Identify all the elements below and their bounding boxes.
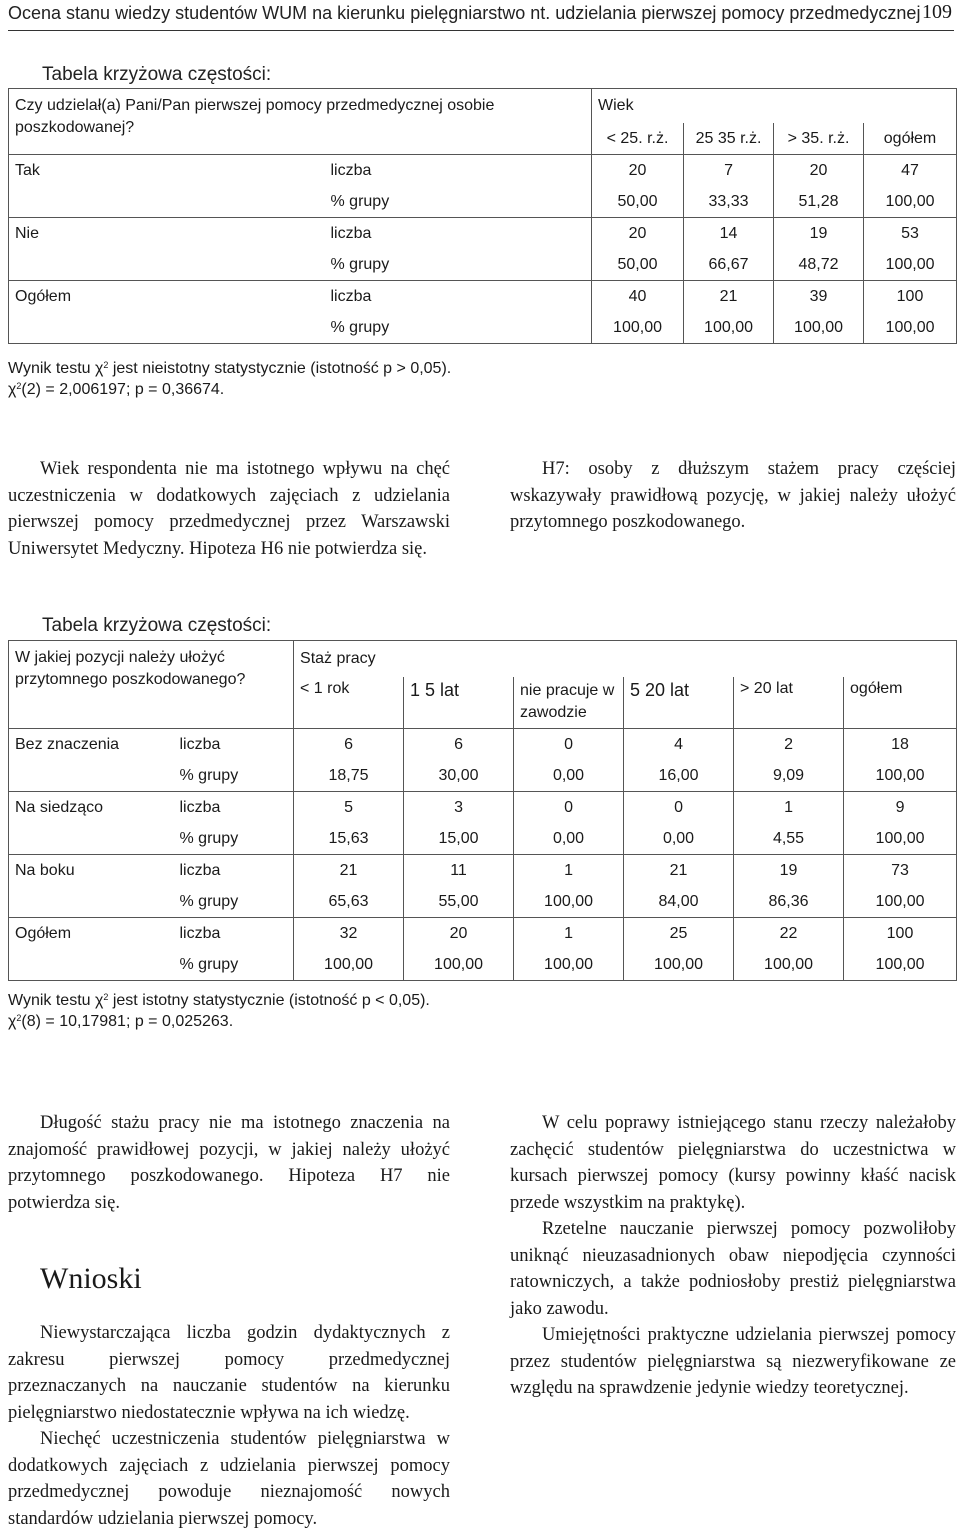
table-cell: 100,00 [514,886,624,918]
table-cell: 39 [774,281,864,313]
table-cell: 18 [844,729,957,761]
table-cell: 86,36 [734,886,844,918]
table-cell: 100,00 [514,949,624,981]
table2-col-header: nie pracuje w zawodzie [514,677,624,729]
conclusions-left-column [8,1320,450,1532]
paragraph-h7-result: Długość stażu pracy nie ma istotnego znaczenia na znajomość prawidłowej pozycji, w jakiej należy ułożyć przytomnego poszkodowanego. Hipoteza H7 nie potwierdza się. [8,1113,450,1213]
table-cell: 100,00 [592,312,684,344]
table-cell: 100,00 [734,949,844,981]
measure-label: liczba [179,861,221,879]
table-cell: 100,00 [624,949,734,981]
measure-label: liczba [330,224,372,242]
table-cell: 100,00 [404,949,514,981]
table-cell: 1 [734,792,844,824]
table-cell: 73 [844,855,957,887]
table-cell: 15,63 [294,823,404,855]
table-cell: 20 [404,918,514,950]
table-cell: 11 [404,855,514,887]
running-header [8,0,954,31]
conclusion-paragraph: Niewystarczająca liczba godzin dydaktycznych z zakresu pierwszej pomocy przedmedycznej przeznaczanych na nauczanie studentów na kierunku pielęgniarstwo niedostatecznie wpływa na ich wiedzę. [8,1323,450,1423]
table2-question: W jakiej pozycji należy ułożyć przytomnego poszkodowanego? [15,649,246,688]
measure-label: % grupy [330,255,390,273]
row-label [9,249,325,281]
table-cell: 21 [624,855,734,887]
table-cell: 100,00 [844,823,957,855]
table-cell: 0 [514,729,624,761]
table-cell: 21 [294,855,404,887]
table-cell: 4,55 [734,823,844,855]
row-label: Nie [9,218,325,250]
row-label: Na siedząco [9,792,174,824]
paragraph-h6-result: Wiek respondenta nie ma istotnego wpływu na chęć uczestniczenia w dodatkowych zajęciach z udzielania pierwszej pomocy przedmedycznej przez Warszawski Uniwersytet Medyczny. Hipoteza H6 nie potwierdza się. [8,459,450,559]
table-cell: 100,00 [844,886,957,918]
table-cell: 100,00 [864,312,957,344]
table-cell: 53 [864,218,957,250]
table-row [9,949,957,981]
table-row [9,855,957,887]
table2-crosstab [8,640,957,981]
page-number: 109 [922,1,952,23]
table-cell: 30,00 [404,760,514,792]
table-cell: 66,67 [684,249,774,281]
table-cell: 100,00 [774,312,864,344]
table1-col-header: 25 35 r.ż. [684,123,774,155]
table-cell: 20 [592,155,684,187]
row-label [9,949,174,981]
conclusions-right-column [510,1110,956,1402]
table1-caption: Tabela krzyżowa częstości: [42,64,272,85]
table-cell: 50,00 [592,186,684,218]
table-cell: 48,72 [774,249,864,281]
measure-label: % grupy [179,955,239,973]
table2-caption: Tabela krzyżowa częstości: [42,615,272,636]
table-cell: 0,00 [514,760,624,792]
measure-label: liczba [179,735,221,753]
table-row [9,760,957,792]
table-cell: 14 [684,218,774,250]
measure-label: liczba [330,287,372,305]
table-cell: 40 [592,281,684,313]
table-cell: 100,00 [294,949,404,981]
conclusion-paragraph: Niechęć uczestniczenia studentów pielęgniarstwa w dodatkowych zajęciach z udzielania pierwszej pomocy przedmedycznej powoduje nieznajomość nowych standardów udzielania pierwszej pomocy. [8,1429,450,1529]
measure-label: % grupy [330,318,390,336]
table-cell: 50,00 [592,249,684,281]
conclusion-paragraph: W celu poprawy istniejącego stanu rzeczy należałoby zachęcić studentów pielęgniarstwa do uczestnictwa w kursach pierwszej pomocy (kursy powinny kłaść nacisk przede wszystkim na praktykę). [510,1113,956,1213]
row-label: Ogółem [9,281,325,313]
row-label: Na boku [9,855,174,887]
row-label [9,312,325,344]
table-cell: 32 [294,918,404,950]
table2-col-header: < 1 rok [294,677,404,729]
table-cell: 100,00 [844,949,957,981]
table-cell: 1 [514,918,624,950]
table-cell: 19 [774,218,864,250]
row-label: Ogółem [9,918,174,950]
table-cell: 20 [592,218,684,250]
table-cell: 18,75 [294,760,404,792]
table-cell: 16,00 [624,760,734,792]
table-cell: 0 [624,792,734,824]
table-cell: 1 [514,855,624,887]
running-title: Ocena stanu wiedzy studentów WUM na kierunku pielęgniarstwo nt. udzielania pierwszej pomocy przedmedycznej [8,3,921,23]
row-label: Bez znaczenia [9,729,174,761]
table1-col-header: ogółem [864,123,957,155]
conclusion-paragraph: Umiejętności praktyczne udzielania pierwszej pomocy przez studentów pielęgniarstwa są niezweryfikowane ze względu na sprawdzenie jedynie wiedzy teoretycznej. [510,1325,956,1398]
table1-group-label: Wiek [598,97,634,114]
table-cell: 100,00 [844,760,957,792]
table-cell: 55,00 [404,886,514,918]
table-cell: 0,00 [514,823,624,855]
table-row [9,918,957,950]
table-cell: 3 [404,792,514,824]
table-cell: 100,00 [864,186,957,218]
table2-col-header: ogółem [844,677,957,729]
table-cell: 100 [844,918,957,950]
table-row [9,155,957,187]
table-cell: 100 [864,281,957,313]
table-cell: 7 [684,155,774,187]
measure-label: liczba [179,798,221,816]
table-cell: 6 [294,729,404,761]
table-row [9,823,957,855]
table-cell: 5 [294,792,404,824]
table-cell: 9 [844,792,957,824]
table-cell: 51,28 [774,186,864,218]
table-row [9,281,957,313]
table-row [9,729,957,761]
measure-label: % grupy [179,892,239,910]
table-cell: 19 [734,855,844,887]
table-cell: 21 [684,281,774,313]
table-cell: 100,00 [864,249,957,281]
table2-group-label: Staż pracy [300,650,376,667]
table-cell: 4 [624,729,734,761]
measure-label: % grupy [179,766,239,784]
table2-test-result: Wynik testu $\chi^2$ jest istotny statystycznie (istotność p < 0,05). $\chi^2(8) = 10,17981$; p = 0,025263. [8,992,430,1030]
table2-col-header: > 20 lat [734,677,844,729]
table1-test-result: Wynik testu $\chi^2$ jest nieistotny statystycznie (istotność p > 0,05). $\chi^2(2) = 2,006197$; p = 0,36674. [8,360,452,398]
table-cell: 100,00 [684,312,774,344]
row-label [9,886,174,918]
table1-question: Czy udzielał(a) Pani/Pan pierwszej pomocy przedmedycznej osobie poszkodowanej? [15,97,495,136]
table-row [9,886,957,918]
table-cell: 84,00 [624,886,734,918]
table-row [9,186,957,218]
measure-label: liczba [330,161,372,179]
paragraph-h7-hypothesis: H7: osoby z dłuższym stażem pracy częściej wskazywały prawidłową pozycję, w jakiej należy ułożyć przytomnego poszkodowanego. [510,459,956,532]
table1-crosstab [8,88,957,344]
table-cell: 33,33 [684,186,774,218]
measure-label: % grupy [330,192,390,210]
table2-col-header: 5 20 lat [624,677,734,729]
table-cell: 15,00 [404,823,514,855]
conclusion-paragraph: Rzetelne nauczanie pierwszej pomocy pozwoliłoby uniknąć nieuzasadnionych obaw niepodjęcia czynności ratowniczych, a także podniosłoby prestiż pielęgniarstwa jako zawodu. [510,1219,956,1319]
table2-col-header: 1 5 lat [404,677,514,729]
table-cell: 2 [734,729,844,761]
table-cell: 65,63 [294,886,404,918]
table-cell: 47 [864,155,957,187]
table-cell: 20 [774,155,864,187]
table-row [9,249,957,281]
row-label [9,823,174,855]
table-cell: 25 [624,918,734,950]
row-label: Tak [9,155,325,187]
table-cell: 22 [734,918,844,950]
table-cell: 0,00 [624,823,734,855]
table-row [9,218,957,250]
table-cell: 9,09 [734,760,844,792]
table-cell: 6 [404,729,514,761]
row-label [9,760,174,792]
table-cell: 0 [514,792,624,824]
table-row [9,792,957,824]
measure-label: liczba [179,924,221,942]
table-row [9,312,957,344]
section-heading: Wnioski [40,1262,142,1295]
table1-col-header: > 35. r.ż. [774,123,864,155]
table1-col-header: < 25. r.ż. [592,123,684,155]
row-label [9,186,325,218]
measure-label: % grupy [179,829,239,847]
